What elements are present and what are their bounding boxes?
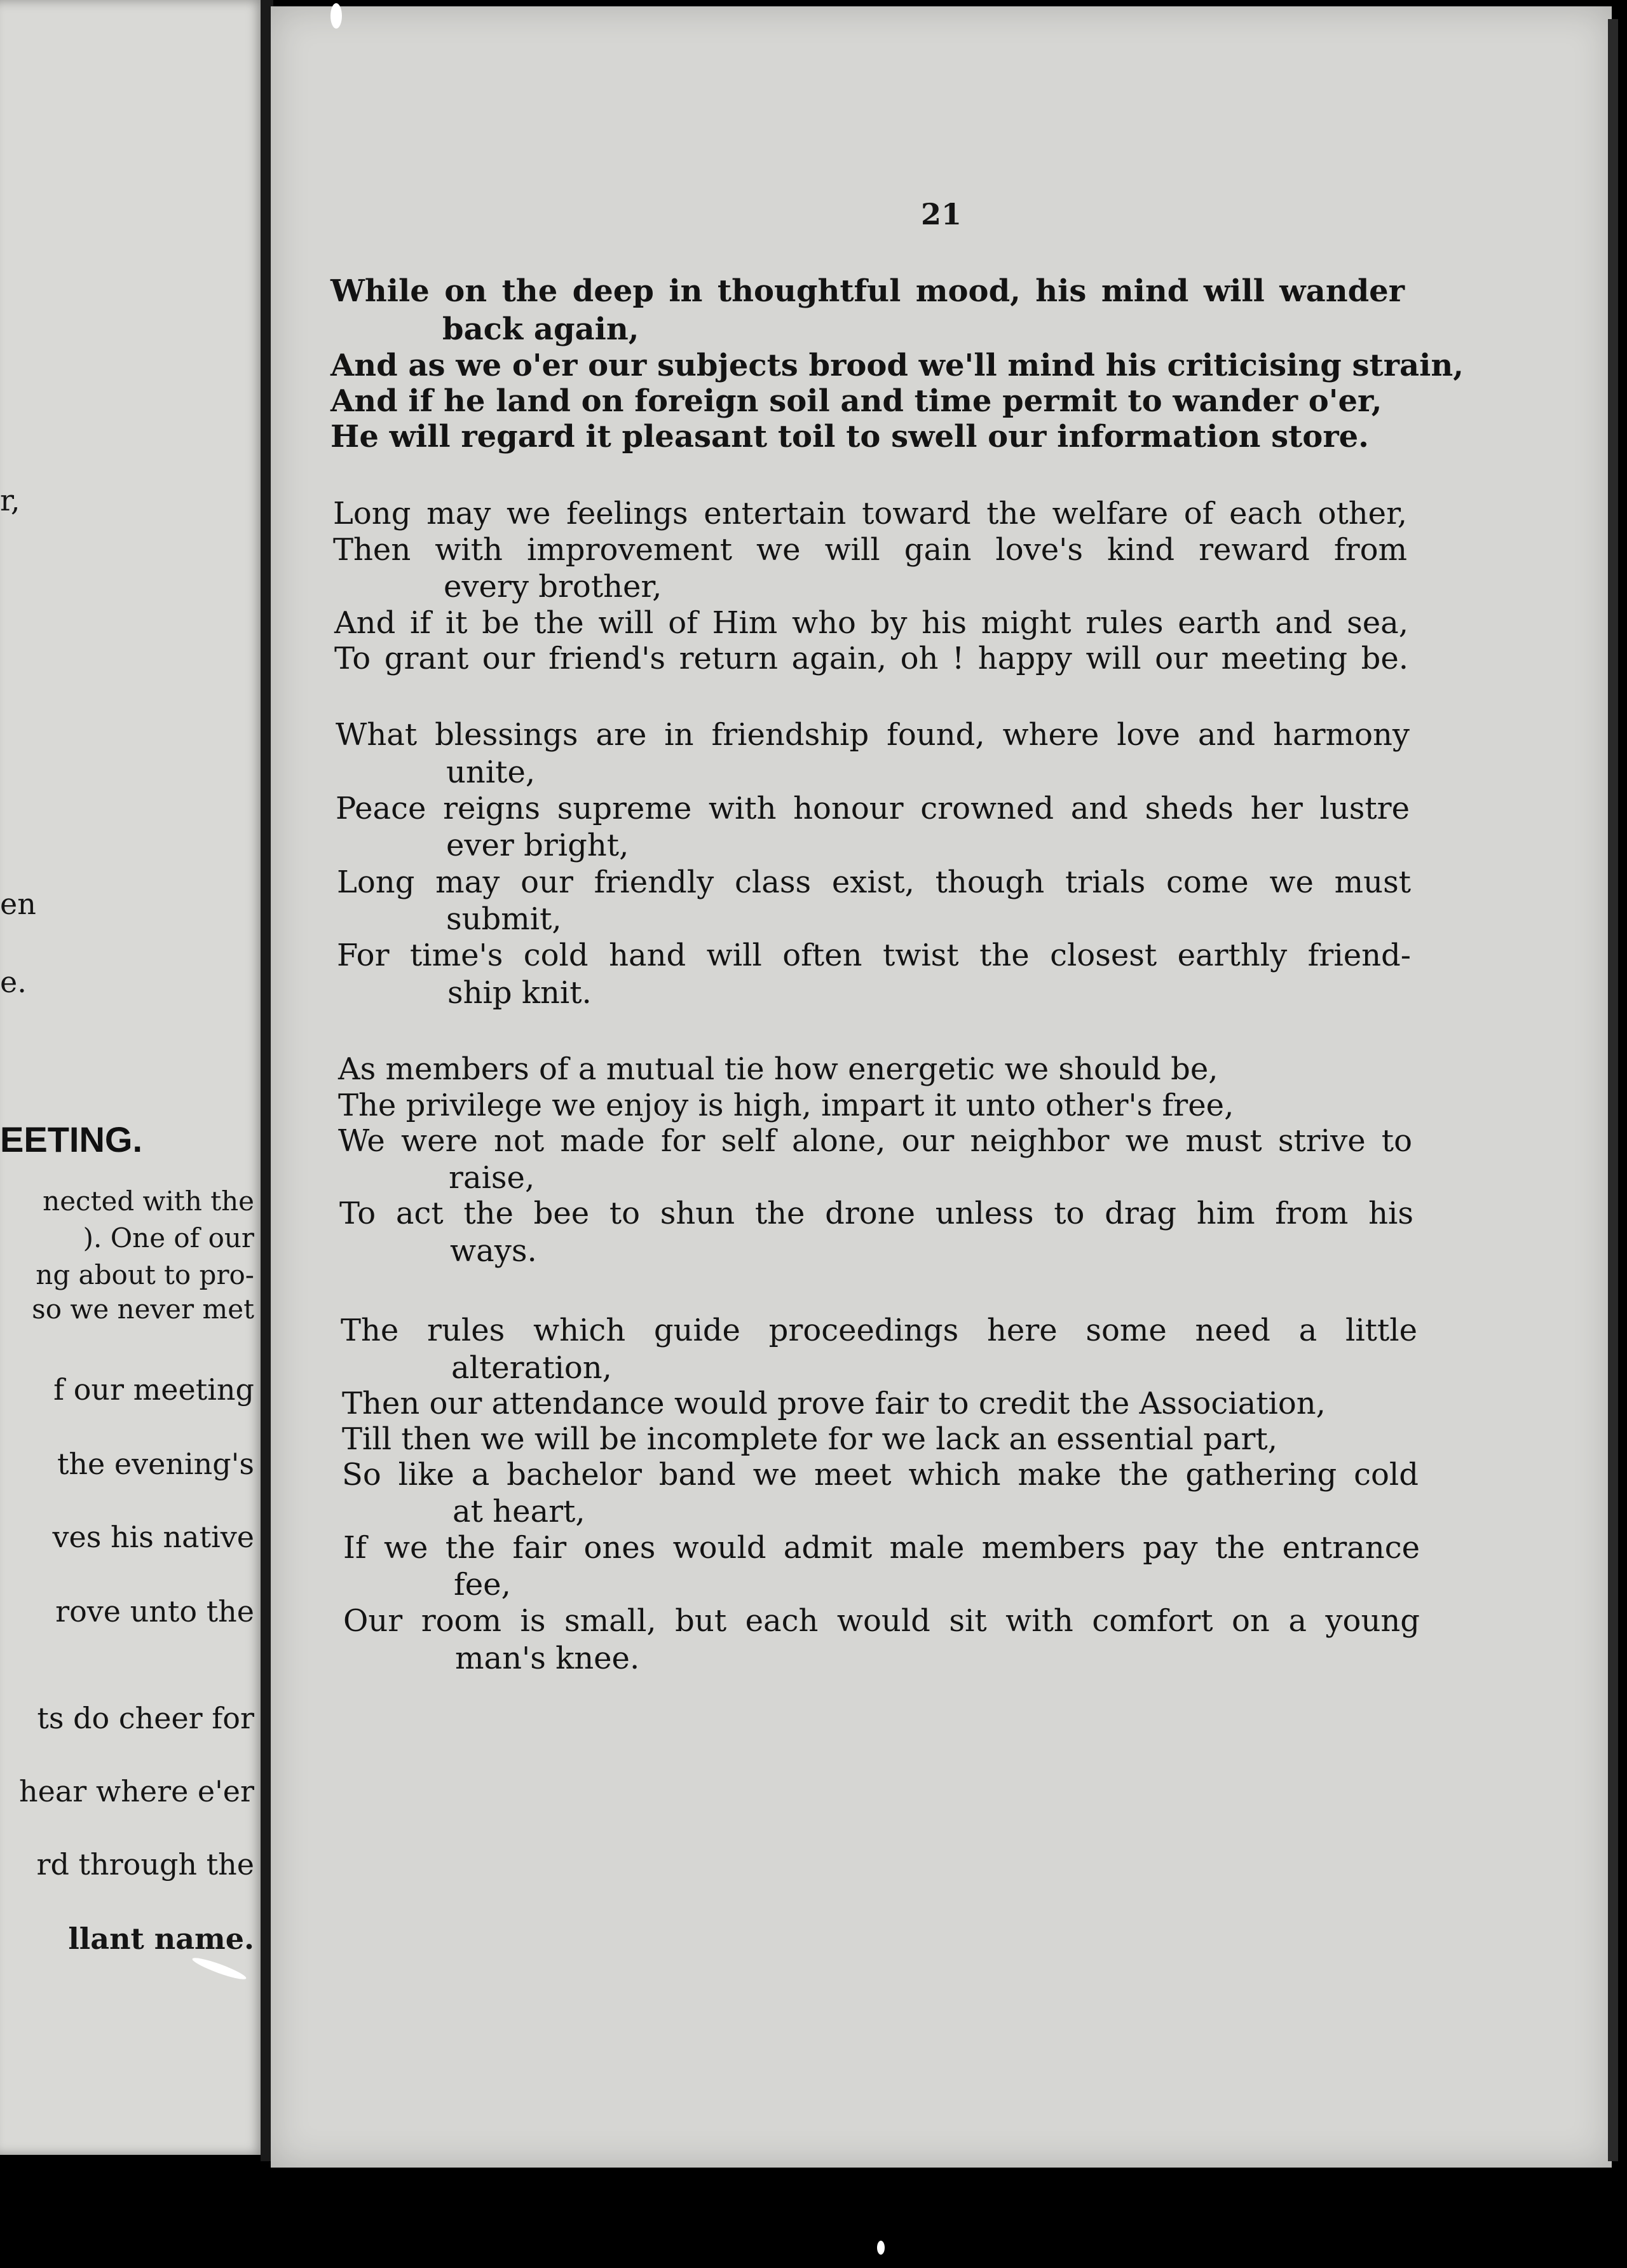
page-number: 21 [920,197,962,231]
left-page-heading: EETING. [0,1119,143,1159]
left-page-line: nected with the [43,1185,254,1217]
dust-speck [877,2241,885,2255]
poem-line-continuation: ship knit. [447,975,592,1011]
left-page-line: ). One of our [83,1222,254,1254]
left-page-line: f our meeting [53,1372,254,1407]
poem-line: Then with improvement we will gain love's kind reward from [333,532,1407,568]
poem-line-continuation: submit, [446,901,562,937]
poem-line-continuation: every brother, [444,569,662,605]
poem-line: The privilege we enjoy is high, impart it unto other's free, [338,1088,1234,1123]
poem-line: Then our attendance would prove fair to credit the Association, [342,1386,1326,1421]
poem-line: So like a bachelor band we meet which make the gathering cold [342,1457,1419,1493]
left-page-fragment: en [0,887,36,921]
poem-line: He will regard it pleasant toil to swell our information store. [330,419,1369,454]
poem-line-continuation: man's knee. [455,1641,640,1676]
dust-speck [330,3,342,29]
poem-line: Till then we will be incomplete for we lack an essential part, [342,1421,1277,1457]
poem-line: And if it be the will of Him who by his might rules earth and sea, [334,605,1408,641]
left-page-line: hear where e'er [18,1774,254,1808]
poem-line: What blessings are in friendship found, where love and harmony [336,717,1410,753]
poem-line: Our room is small, but each would sit with comfort on a young [343,1603,1420,1639]
poem-line-continuation: fee, [454,1567,511,1602]
poem-line-continuation: back again, [442,311,639,347]
poem-line-continuation: unite, [446,755,536,790]
poem-line: We were not made for self alone, our neighbor we must strive to [338,1123,1412,1159]
left-page-line: ves his native [52,1520,254,1554]
left-page-line: the evening's [57,1447,254,1481]
left-page [0,0,266,2155]
poem-line-continuation: at heart, [453,1494,585,1529]
poem-line-continuation: ever bright, [446,828,629,863]
left-page-line: ts do cheer for [37,1701,254,1735]
left-page-fragment: e. [0,965,27,999]
poem-line-continuation: alteration, [451,1350,612,1386]
poem-line: The rules which guide proceedings here some need a little [341,1313,1417,1348]
poem-line: Long may our friendly class exist, though trials come we must [337,864,1411,900]
left-page-fragment: r, [0,483,20,517]
poem-line-continuation: raise, [449,1160,535,1196]
left-page-line: so we never met [32,1294,254,1325]
left-page-line: ng about to pro- [36,1259,254,1290]
left-page-line: rove unto the [55,1594,254,1629]
page-edge [1608,19,1618,2161]
poem-line: Peace reigns supreme with honour crowned and sheds her lustre [336,791,1410,826]
poem-line: To act the bee to shun the drone unless to drag him from his [339,1196,1413,1231]
poem-line: While on the deep in thoughtful mood, his mind will wander [330,273,1405,309]
left-page-line: rd through the [36,1847,254,1882]
poem-line-continuation: ways. [450,1233,537,1269]
left-page-line: llant name. [68,1922,254,1956]
poem-line: If we the fair ones would admit male members pay the entrance [343,1530,1420,1566]
poem-line: For time's cold hand will often twist the closest earthly friend- [337,938,1411,973]
poem-line: And if he land on foreign soil and time permit to wander o'er, [330,383,1382,419]
poem-line: As members of a mutual tie how energetic we should be, [338,1051,1218,1087]
poem-line: And as we o'er our subjects brood we'll mind his criticising strain, [330,348,1464,383]
poem-line: To grant our friend's return again, oh ! happy will our meeting be. [334,641,1408,676]
poem-line: Long may we feelings entertain toward the welfare of each other, [333,496,1407,531]
right-page [271,6,1612,2168]
